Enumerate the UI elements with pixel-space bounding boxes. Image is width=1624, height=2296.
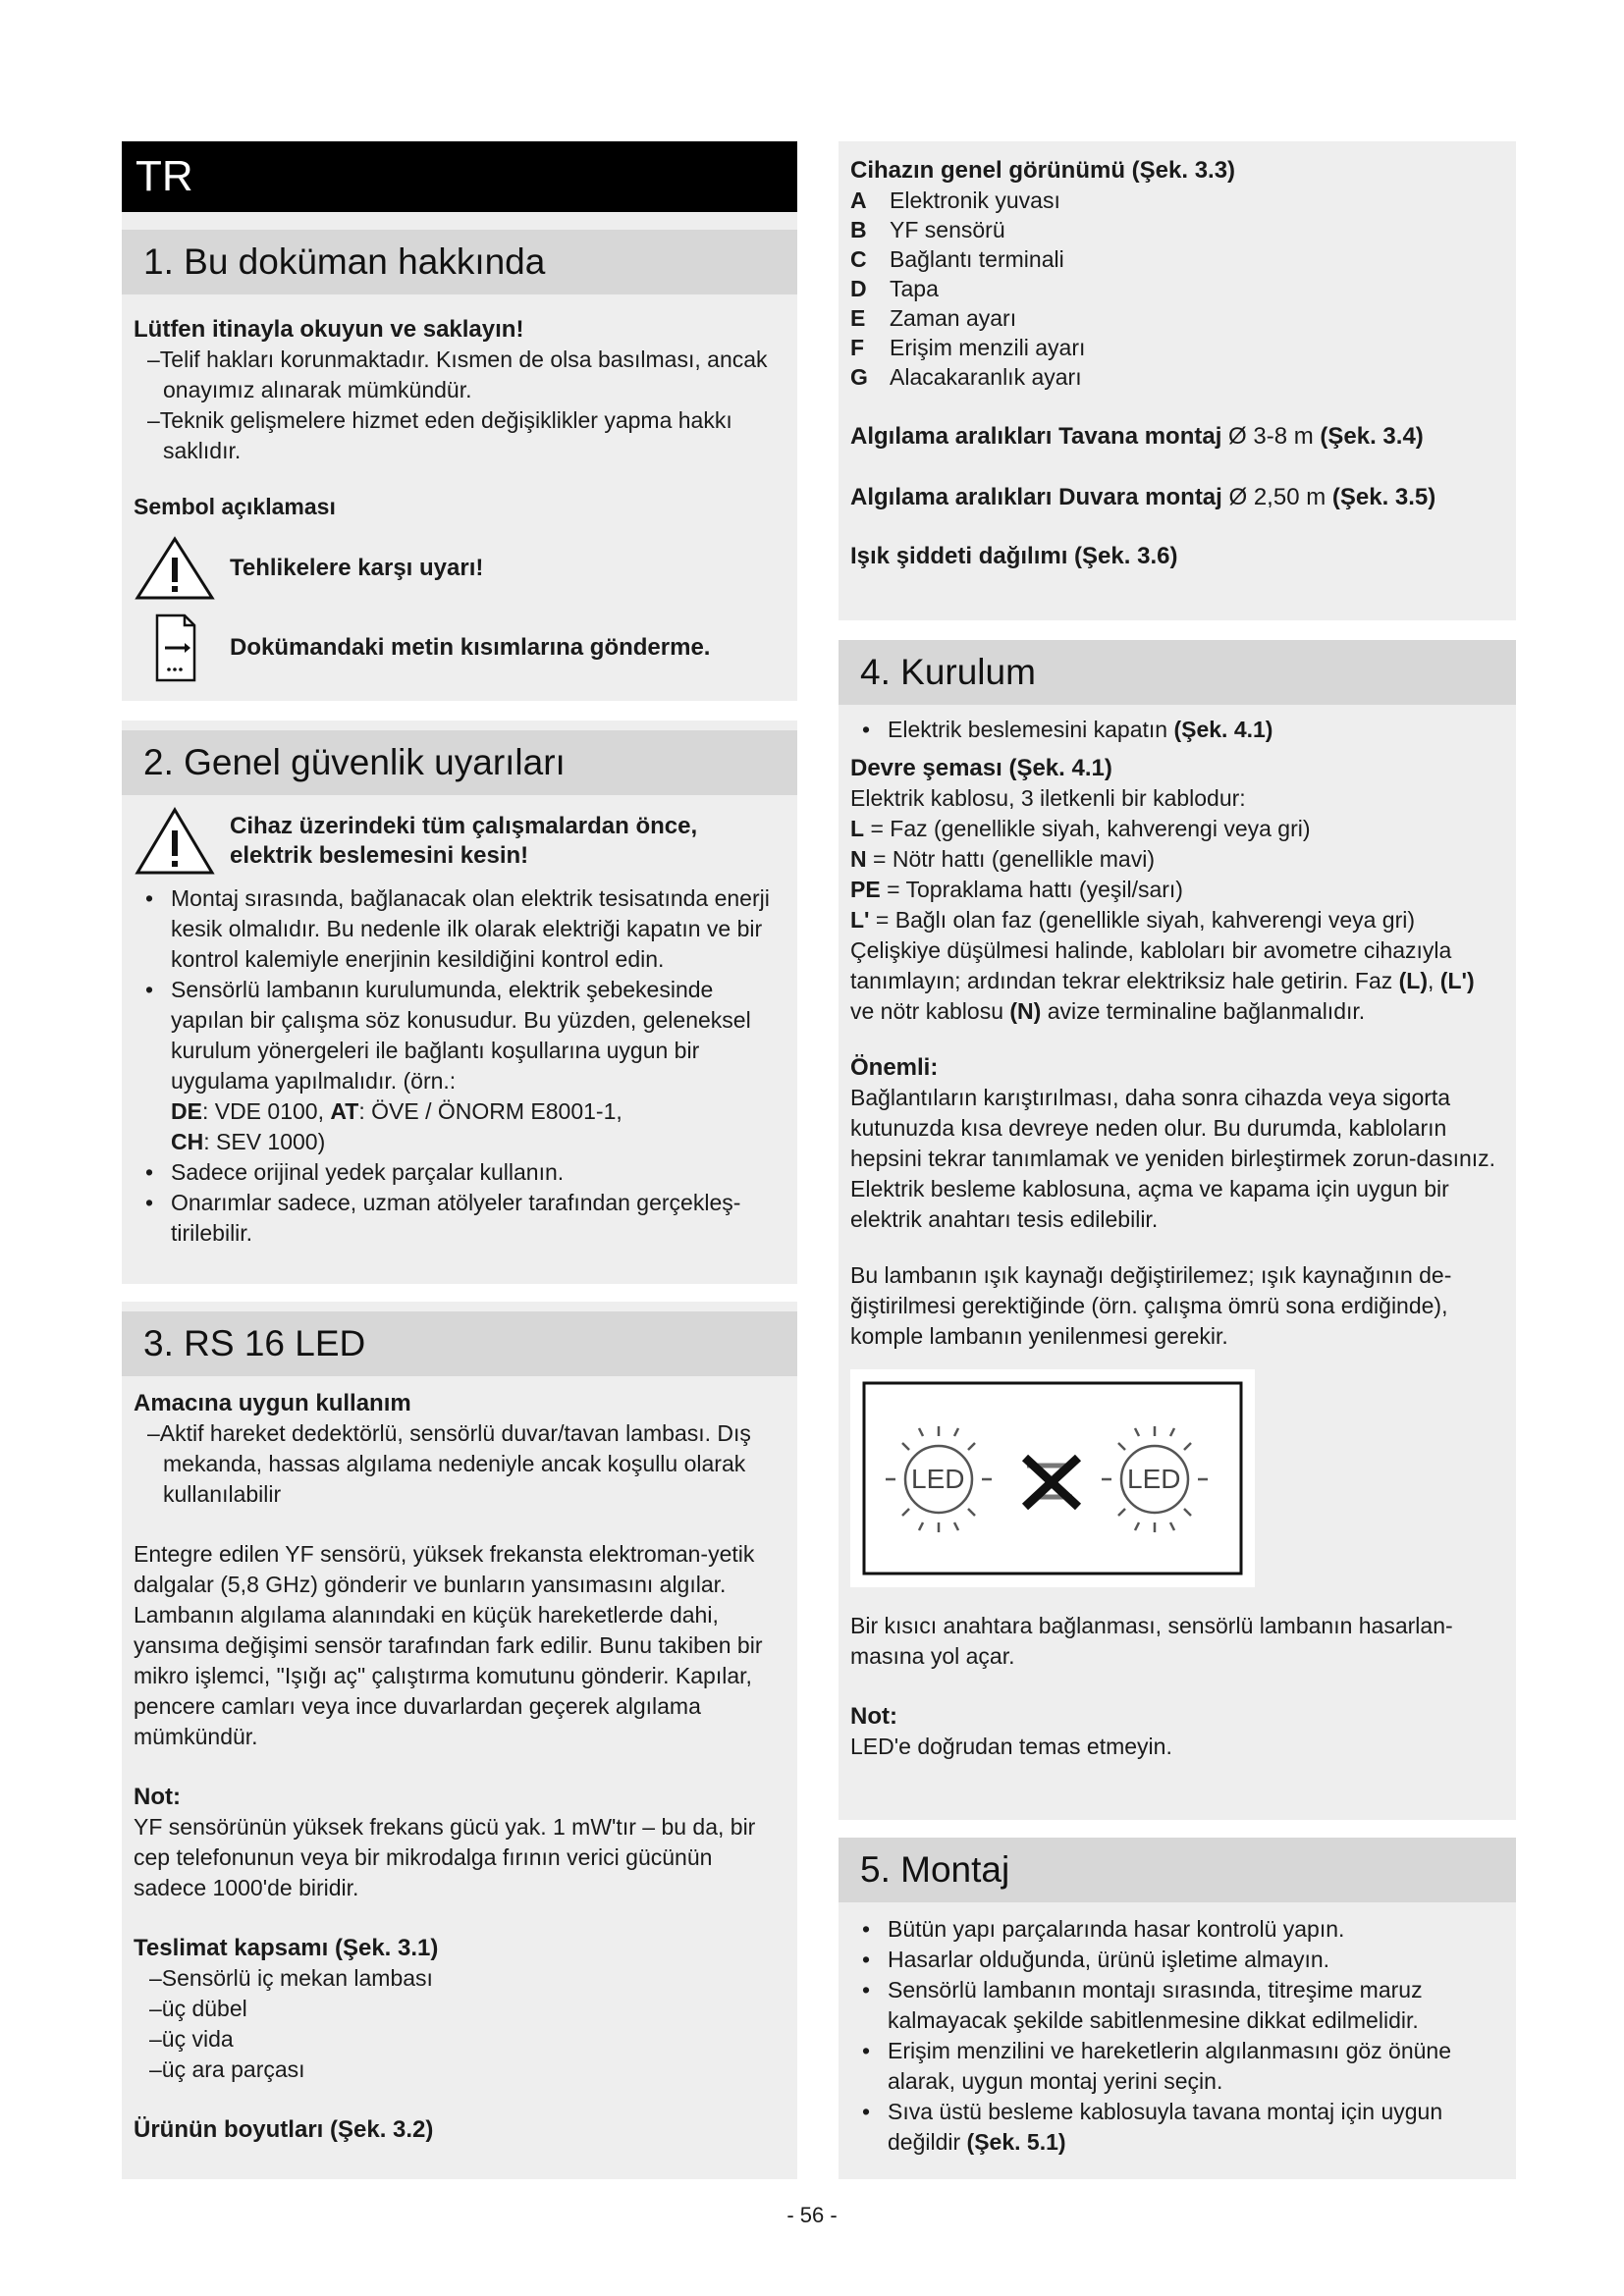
list-item: • Bütün yapı parçalarında hasar kontrolü yapın. (850, 1914, 1504, 1945)
section-title: 4. Kurulum (839, 640, 1516, 705)
warning-triangle-icon (134, 807, 216, 876)
document-reference-icon (134, 613, 216, 683)
page-number: - 56 - (786, 2203, 838, 2227)
dimmer-warning: Bir kısıcı anahtara bağlanması, sensörlü lambanın hasarlan-masına yol açar. (850, 1613, 1453, 1669)
wire-L: L = Faz (genellikle siyah, kahverengi veya gri) (850, 816, 1311, 841)
list-item: B YF sensörü (850, 217, 1005, 242)
read-instruction: Lütfen itinayla okuyun ve saklayın! (134, 316, 524, 343)
delivery-scope-title: Teslimat kapsamı (Şek. 3.1) (134, 1935, 439, 1961)
list-item: –üç ara parçası (149, 2056, 305, 2082)
list-item: –Telif hakları korunmaktadır. Kısmen de olsa basılması, ancak onayımız alınarak mümkündür. (147, 347, 768, 402)
wire-PE: PE = Topraklama hattı (yeşil/sarı) (850, 877, 1183, 902)
list-item: –Teknik gelişmelere hizmet eden değişiklikler yapma hakkı saklıdır. (147, 407, 732, 463)
list-item: F Erişim menzili ayarı (850, 335, 1086, 360)
language-tag: TR (122, 141, 797, 212)
note-text: LED'e doğrudan temas etmeyin. (850, 1734, 1172, 1759)
section-about (122, 212, 797, 701)
symbol-warning-row (134, 536, 785, 601)
section-title: 2. Genel güvenlik uyarıları (122, 730, 797, 795)
important-text: Bağlantıların karıştırılması, daha sonra cihazda veya sigorta kutunuzda kısa devreye neden olur. Bu durumda, kabloların hepsini tekrar tanımlamak ve yeniden birleştirmek zorun-dasınız. Elektrik besleme kablosuna, açma ve kapama için uygun bir elektrik anahtarı tesis edilebilir. (850, 1085, 1496, 1232)
safety-warning-row (134, 807, 785, 876)
list-item: A Elektronik yuvası (850, 187, 1060, 213)
standard-value: : SEV 1000) (203, 1129, 326, 1154)
list-item: • Sensörlü lambanın montajı sırasında, titreşime maruz kalmayacak şekilde sabitlenmesine dikkat edilmelidir. (850, 1975, 1504, 2036)
list-item: –Sensörlü iç mekan lambası (149, 1965, 433, 1991)
section-mounting (839, 1838, 1516, 2179)
list-item: D Tapa (850, 276, 939, 301)
led-dimmer-illustration (850, 1369, 1255, 1587)
standard-code: CH (171, 1129, 204, 1154)
symbol-reference-row (134, 613, 785, 683)
symbol-reference-label: Dokümandaki metin kısımlarına gönderme. (230, 634, 711, 661)
section-safety (122, 721, 797, 1284)
wire-L-prime: L' = Bağlı olan faz (genellikle siyah, kahverengi veya gri) (850, 907, 1416, 933)
list-item: • Onarımlar sadece, uzman atölyeler tarafından gerçekleş-tirilebilir. (134, 1188, 785, 1249)
led-label: LED (1127, 1464, 1181, 1494)
doubt-paragraph: Çelişkiye düşülmesi halinde, kabloları bir avometre cihazıyla tanımlayın; ardından tekrar elektriksiz hale getirin. Faz (L), (L') ve nötr kablosu (N) avize terminaline bağlanmalıdır. (850, 937, 1475, 1024)
section-product (122, 1302, 797, 2179)
symbols-title: Sembol açıklaması (134, 494, 336, 519)
standard-code: DE (171, 1098, 202, 1124)
section-installation (839, 640, 1516, 1820)
list-item: G Alacakaranlık ayarı (850, 364, 1082, 390)
usage-title: Amacına uygun kullanım (134, 1390, 411, 1416)
light-distribution: Işık şiddeti dağılımı (Şek. 3.6) (850, 543, 1178, 569)
list-item: • Sadece orijinal yedek parçalar kullanın. (134, 1157, 785, 1188)
list-item (134, 975, 785, 1157)
standards-text: Sensörlü lambanın kurulumunda, elektrik şebekesinde yapılan bir çalışma söz konusudur. Bu yüzden, geleneksel kurulum yönergeleri ile bağlantı koşullarına uygun bir uygulama yapılmalıdır. (örn.: (171, 977, 751, 1094)
section-overview (839, 141, 1516, 620)
list-item: • Sıva üstü besleme kablosuyla tavana montaj için uygun değildir (Şek. 5.1) (850, 2097, 1504, 2158)
section-title: 3. RS 16 LED (122, 1311, 797, 1376)
note-title: Not: (850, 1703, 897, 1730)
replace-text: Bu lambanın ışık kaynağı değiştirilemez; ışık kaynağının de-ğiştirilmesi gerektiğinde (örn. çalışma ömrü sona erdiğinde), komple lambanın yenilenmesi gerekir. (850, 1262, 1452, 1349)
wall-range: Algılama aralıkları Duvara montaj Ø 2,50 m (Şek. 3.5) (850, 484, 1436, 510)
note-title: Not: (134, 1784, 181, 1810)
standard-value: : ÖVE / ÖNORM E8001-1, (358, 1098, 623, 1124)
ceiling-range: Algılama aralıkları Tavana montaj Ø 3-8 m (Şek. 3.4) (850, 423, 1424, 450)
standard-code: AT (330, 1098, 359, 1124)
sensor-paragraph: Entegre edilen YF sensörü, yüksek frekansta elektroman-yetik dalgalar (5,8 GHz) gönderir ve bunların yansımasını algılar. Lambanın algılama alanındaki en küçük hareketlerde dahi, yansıma değişimi sensör tarafından fark edilir. Bunu takiben bir mikro işlemci, "Işığı aç" çalıştırma komutunu gönderir. Kapılar, pencere camları veya ince duvarlardan geçerek algılama mümkündür. (134, 1541, 763, 1749)
warning-triangle-icon (134, 536, 216, 601)
list-item: • Elektrik beslemesini kapatın (Şek. 4.1) (850, 715, 1504, 745)
standard-value: : VDE 0100, (201, 1098, 331, 1124)
list-item: • Montaj sırasında, bağlanacak olan elektrik tesisatında enerji kesik olmalıdır. Bu nedenle ilk olarak elektriği kapatın ve bir kontrol kalemiyle enerjinin kesildiğini kontrol edin. (134, 883, 785, 975)
wire-N: N = Nötr hattı (genellikle mavi) (850, 846, 1155, 872)
led-label: LED (911, 1464, 965, 1494)
list-item: –üç vida (149, 2026, 234, 2052)
usage-text: –Aktif hareket dedektörlü, sensörlü duvar/tavan lambası. Dış mekanda, hassas algılama nedeniyle ancak koşullu olarak kullanılabilir (147, 1420, 751, 1507)
list-item: • Hasarlar olduğunda, ürünü işletime almayın. (850, 1945, 1504, 1975)
dimensions-title: Ürünün boyutları (Şek. 3.2) (134, 2116, 434, 2143)
note-text: YF sensörünün yüksek frekans gücü yak. 1 mW'tır – bu da, bir cep telefonunun veya bir mikrodalga fırının verici gücünün sadece 1000'de biridir. (134, 1814, 756, 1900)
list-item: C Bağlantı terminali (850, 246, 1064, 272)
safety-warning-line: elektrik beslemesini kesin! (230, 842, 529, 869)
circuit-text: Elektrik kablosu, 3 iletkenli bir kablodur: (850, 785, 1246, 811)
section-title: 5. Montaj (839, 1838, 1516, 1902)
section-title: 1. Bu doküman hakkında (122, 230, 797, 294)
important-title: Önemli: (850, 1054, 939, 1081)
overview-title: Cihazın genel görünümü (Şek. 3.3) (850, 157, 1236, 184)
list-item: –üç dübel (149, 1996, 247, 2021)
symbol-warning-label: Tehlikelere karşı uyarı! (230, 555, 484, 581)
circuit-title: Devre şeması (Şek. 4.1) (850, 755, 1112, 781)
list-item: E Zaman ayarı (850, 305, 1017, 331)
list-item: • Erişim menzilini ve hareketlerin algılanmasını göz önüne alarak, uygun montaj yerini seçin. (850, 2036, 1504, 2097)
safety-warning-line: Cihaz üzerindeki tüm çalışmalardan önce, (230, 813, 698, 839)
